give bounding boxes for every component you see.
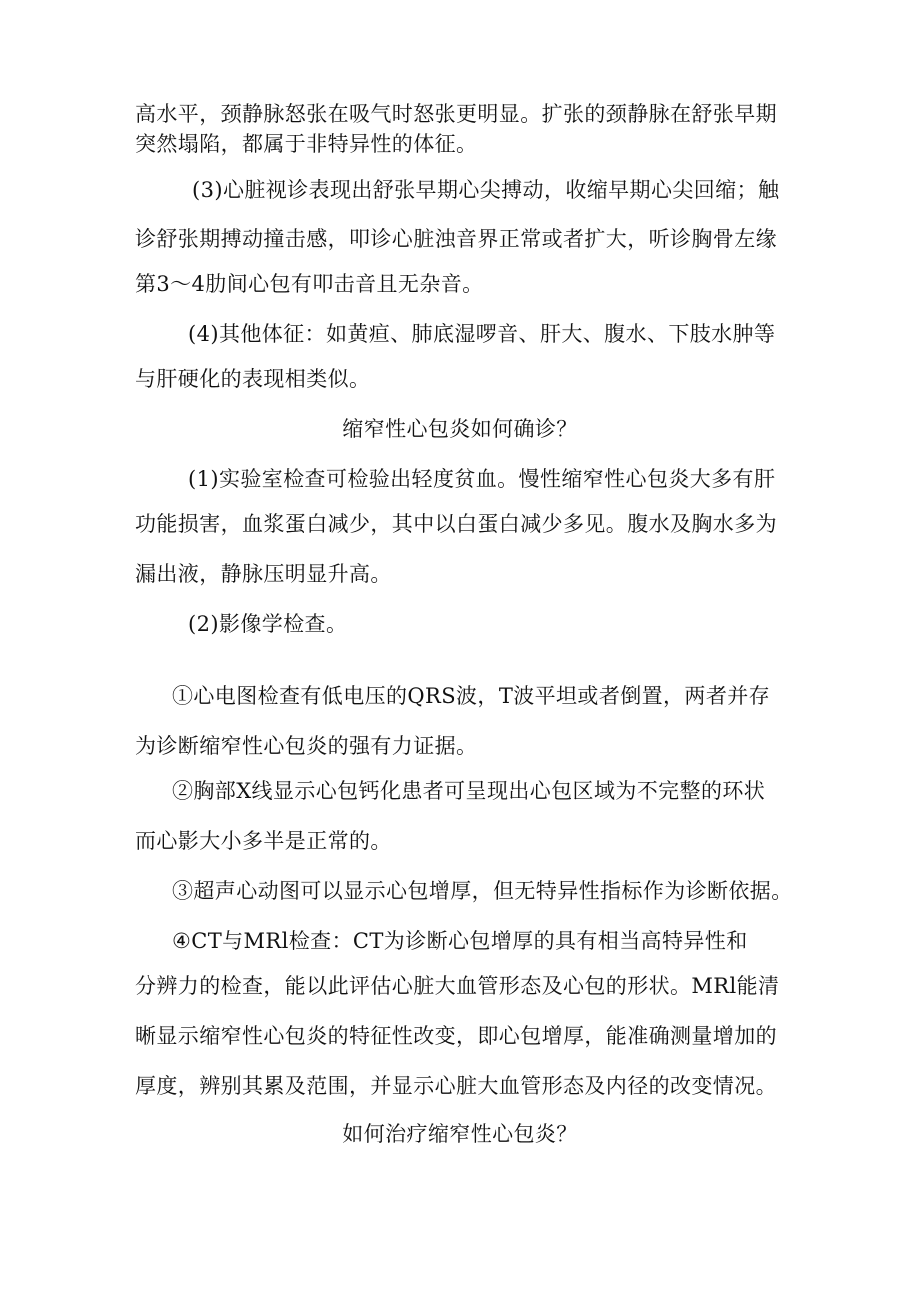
text-line: 功能损害，血浆蛋白减少，其中以白蛋白减少多见。腹水及胸水多为 <box>135 512 777 536</box>
item-2-line: ②胸部X线显示心包钙化患者可呈现出心包区域为不完整的环状 <box>172 779 766 803</box>
paragraph-1-line: (1)实验室检查可检验出轻度贫血。慢性缩窄性心包炎大多有肝 <box>188 467 776 491</box>
text-line: 诊舒张期搏动撞击感，叩诊心脏浊音界正常或者扩大，听诊胸骨左缘 <box>135 227 777 251</box>
paragraph-3-line: (3)心脏视诊表现出舒张早期心尖搏动，收缩早期心尖回缩；触 <box>192 178 780 202</box>
text-line: 高水平，颈静脉怒张在吸气时怒张更明显。扩张的颈静脉在舒张早期 <box>135 102 777 126</box>
text-line: 分辨力的检查，能以此评估心脏大血管形态及心包的形状。MRl能清 <box>135 974 780 998</box>
section-heading-treatment: 如何治疗缩窄性心包炎？ <box>342 1122 578 1146</box>
text-line: 而心影大小多半是正常的。 <box>135 829 392 853</box>
text-line: 漏出液，静脉压明显升高。 <box>135 562 392 586</box>
paragraph-4-line: (4)其他体征：如黄疸、肺底湿啰音、肝大、腹水、下肢水肿等 <box>188 322 776 346</box>
item-1-line: ①心电图检查有低电压的QRS波，T波平坦或者倒置，两者并存 <box>172 684 771 708</box>
item-3-line: ③超声心动图可以显示心包增厚，但无特异性指标作为诊断依据。 <box>172 879 793 903</box>
text-line: 突然塌陷，都属于非特异性的体征。 <box>135 132 478 156</box>
paragraph-2-line: (2)影像学检查。 <box>188 612 348 636</box>
section-heading-diagnosis: 缩窄性心包炎如何确诊？ <box>342 417 578 441</box>
text-line: 晰显示缩窄性心包炎的特征性改变，即心包增厚，能准确测量增加的 <box>135 1024 777 1048</box>
text-line: 厚度，辨别其累及范围，并显示心脏大血管形态及内径的改变情况。 <box>135 1074 777 1098</box>
text-line: 为诊断缩窄性心包炎的强有力证据。 <box>135 734 478 758</box>
text-line: 与肝硬化的表现相类似。 <box>135 367 371 391</box>
item-4-line: ④CT与MRl检查：CT为诊断心包增厚的具有相当高特异性和 <box>172 929 748 953</box>
text-line: 第3～4肋间心包有叩击音且无杂音。 <box>135 272 484 296</box>
